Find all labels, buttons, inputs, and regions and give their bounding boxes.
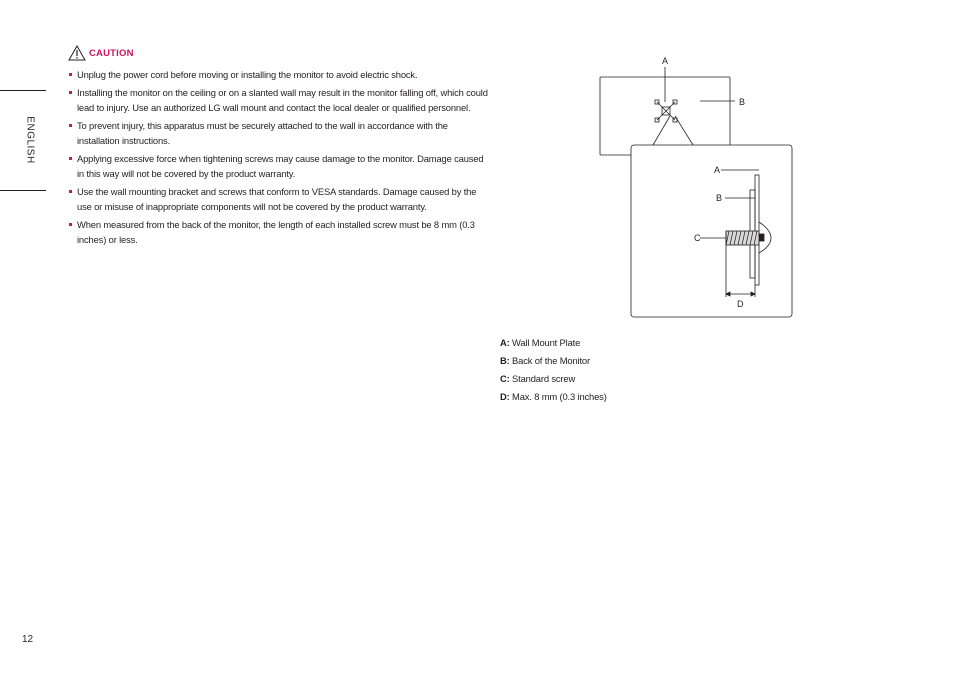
caution-heading <box>68 45 134 61</box>
warning-triangle-icon <box>68 45 86 61</box>
label-d-detail: D <box>737 299 744 309</box>
figure-legend <box>500 334 607 406</box>
caution-item: Installing the monitor on the ceiling or on a slanted wall may result in the monitor falling off, which could lead to injury. Use an authorized LG wall mount and contact the local dealer or qualified personnel. <box>68 85 488 116</box>
label-a-top: A <box>662 56 669 66</box>
label-b-top: B <box>739 97 746 107</box>
wall-mount-diagram-svg <box>595 50 800 325</box>
legend-item <box>500 352 607 370</box>
legend-key: C: <box>500 373 510 384</box>
page-number: 12 <box>22 634 34 645</box>
caution-title: CAUTION <box>89 47 134 59</box>
legend-item <box>500 388 607 406</box>
wall-mount-plate-icon <box>655 100 677 122</box>
language-label: ENGLISH <box>24 116 36 164</box>
screw-slot-detail <box>759 234 764 241</box>
legend-text: Standard screw <box>509 373 576 384</box>
side-rule-top <box>0 90 46 91</box>
legend-item <box>500 334 607 352</box>
side-rule-bottom <box>0 190 46 191</box>
legend-key: D: <box>500 391 510 402</box>
legend-text: Back of the Monitor <box>509 355 590 366</box>
detail-box <box>631 145 792 317</box>
legend-item <box>500 370 607 388</box>
legend-text: Wall Mount Plate <box>509 337 581 348</box>
caution-item: When measured from the back of the monitor, the length of each installed screw must be 8 mm (0.3 inches) or less. <box>68 217 488 248</box>
caution-item: Applying excessive force when tightening screws may cause damage to the monitor. Damage caused in this way will not be covered by the product warranty. <box>68 151 488 182</box>
label-c-detail: C <box>694 233 701 243</box>
legend-text: Max. 8 mm (0.3 inches) <box>509 391 607 402</box>
caution-item: To prevent injury, this apparatus must be securely attached to the wall in accordance with the installation instructions. <box>68 118 488 149</box>
wall-mount-diagram <box>595 50 800 325</box>
label-a-detail: A <box>714 165 721 175</box>
zoom-line-right <box>675 116 693 145</box>
legend-key: A: <box>500 337 510 348</box>
label-b-detail: B <box>716 193 723 203</box>
legend-key: B: <box>500 355 510 366</box>
caution-item: Use the wall mounting bracket and screws that conform to VESA standards. Damage caused by the use or misuse of inappropriate components will not be covered by the product warranty. <box>68 184 488 215</box>
zoom-line-left <box>653 116 670 145</box>
caution-item: Unplug the power cord before moving or installing the monitor to avoid electric shock. <box>68 67 488 83</box>
caution-list <box>68 67 488 250</box>
